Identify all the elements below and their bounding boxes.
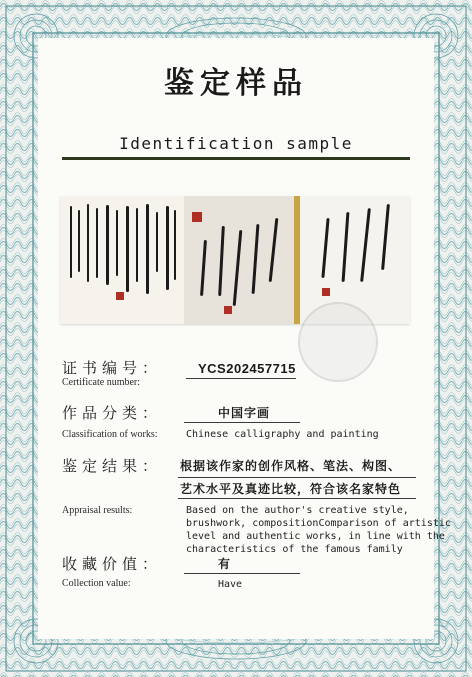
classification-underline bbox=[184, 422, 300, 423]
classification-label-en: Classification of works: bbox=[62, 429, 158, 440]
appraisal-underline-2 bbox=[178, 498, 416, 499]
classification-value-en: Chinese calligraphy and painting bbox=[186, 429, 379, 440]
appraisal-value-en-line4: characteristics of the famous family bbox=[186, 544, 403, 555]
page-subtitle: Identification sample bbox=[119, 134, 353, 153]
appraisal-underline-1 bbox=[178, 477, 416, 478]
artwork-panel-left bbox=[60, 196, 184, 324]
appraisal-value-zh-line2: 艺术水平及真迹比较，符合该名家特色 bbox=[180, 482, 402, 496]
classification-value-zh: 中国字画 bbox=[218, 406, 271, 420]
collection-value-en: Have bbox=[218, 579, 243, 590]
appraisal-value-en-line3: level and authentic works, in line with the bbox=[186, 531, 445, 542]
appraisal-label-en: Appraisal results: bbox=[62, 505, 133, 516]
cert-number-underline bbox=[186, 378, 296, 379]
collection-value-zh: 有 bbox=[218, 557, 232, 571]
cert-number-label-en: Certificate number: bbox=[62, 377, 141, 388]
appraisal-value-zh-line1: 根据该作家的创作风格、笔法、构图、 bbox=[180, 459, 402, 473]
calligraphy-artwork bbox=[60, 196, 410, 324]
appraisal-value-en-line2: brushwork, compositionComparison of artistic bbox=[186, 518, 451, 529]
collection-label-en: Collection value: bbox=[62, 578, 131, 589]
classification-label-zh: 作品分类： bbox=[62, 404, 163, 422]
cert-number-value: YCS202457715 bbox=[198, 361, 296, 376]
artwork-panel-middle bbox=[184, 196, 294, 324]
page-title: 鉴定样品 bbox=[164, 66, 308, 101]
appraisal-label-zh: 鉴定结果： bbox=[62, 457, 163, 475]
collection-underline bbox=[184, 573, 300, 574]
title-divider bbox=[62, 157, 410, 160]
collection-label-zh: 收藏价值： bbox=[62, 555, 163, 573]
appraisal-value-en-line1: Based on the author's creative style, bbox=[186, 505, 409, 516]
watermark-seal bbox=[298, 302, 378, 382]
cert-number-label-zh: 证书编号： bbox=[62, 359, 163, 377]
